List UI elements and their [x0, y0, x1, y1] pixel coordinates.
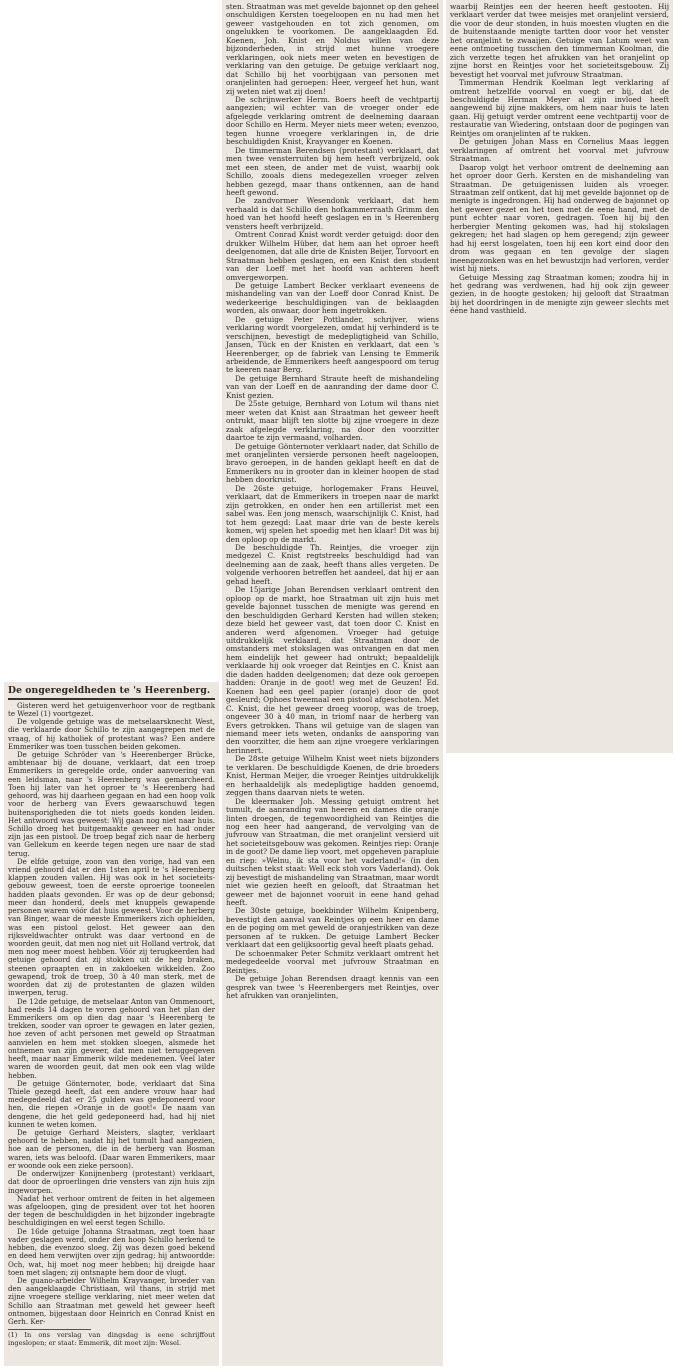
- paragraph: Daarop volgt het verhoor omtrent de deelneming aan het oproer door Gerh. Kersten en de mishandeling van Straatman. De getuigenissen luiden als vroeger. Straatman zelf ontkent, dat hij met gevelde bajonnet op de menigte is ingedrongen. Hij had onderweg de bajonnet op het geweer gezet en het toen met de eene hand, met de punt echter naar voren, gedragen. Toen hij bij den herbergier Menting gekomen was, had hij stokslagen gekregen; het had slagen op hem geregend; zijn geweer had hij eerst losgelaten, toen hij een kort eind door den drom was gegaan en ten gevolge der slagen ineengezonken was en het bewustzijn had verloren, verder wist hij niets.: [450, 162, 669, 274]
- paragraph: De 26ste getuige, horlogemaker Frans Heuvel, verklaart, dat de Emmerikers in troepen naar de markt zijn getrokken, en onder hen een artillerist met een sabel was. Een jong mensch, waarschijnlijk C. Knist, had tot hem gezegd: Laat maar drie van de beste kerels komen, wij spelen het spoedig met hen klaar! Dit was bij den oploop op de markt.: [226, 483, 439, 544]
- paragraph: sten. Straatman was met gevelde bajonnet op den geheel onschuldigen Kersten toegeloopen en nu had men het geweer vastgehouden en tot zich genomen, om ongelukken te voorkomen. De aangeklaagden Ed. Koenen, Joh. Knist en Noldus willen van deze bijzonderheden, in strijd met hunne vroegere verklaringen, ook niets meer weten en bevestigen de verklaring van den getuige. De getuige verklaart nog, dat Schillo bij het voorbijgaan van personen met oranjelinten had geroepen: Heer, vergeef het hun, want zij weten niet wat zij doen!: [226, 2, 439, 96]
- paragraph: De getuige Gönternoter, bode, verklaart dat Sina Thiele gezegd heeft, dat een andere vrouw haar had medegedeeld dat er 25 gulden was gedeponeerd voor hen, die riepen »Oranje in de goot!« De naam van dengene, die het geld gedeponeerd had, had hij niet kunnen te weten komen.: [8, 1078, 215, 1129]
- paragraph: De 30ste getuige, boekbinder Wilhelm Knipenberg, bevestigt den aanval van Reintjes op een heer en dame en de poging om met geweld de oranjestrikken van deze personen af te rukken. De getuige Lambert Becker verklaart dat een gelijksoortig geval heeft plaats gehad.: [226, 906, 439, 950]
- paragraph: De 16de getuige Johanna Straatman, zegt toen haar vader geslagen werd, onder den hoop Schillo herkend te hebben, die evenzoo sloeg. Zij was dezen goed bekend en deed hem verwijten over zijn gedrag; hij antwoordde: Och, wat, hij moet nog meer hebben; hij dreigde haar toen met slagen; zij ontsnapte hem door de vlugt.: [8, 1226, 215, 1277]
- paragraph: De getuige Gönternoter verklaart nader, dat Schillo de met oranjelinten versierde personen heeft nageloopen, bravo geroepen, in de handen geklapt heeft en dat de Emmerikers nu in grooter dan in kleiner hoopen de stad hebben doorkruist.: [226, 441, 439, 485]
- paragraph: De beschuldigde Th. Reintjes, die vroeger zijn medgezel C. Knist regtstreeks beschuldigd had van deelneming aan de zaak, heeft thans alles vergeten. De volgende verhooren betreffen het aandeel, dat hij er aan gehad heeft.: [226, 543, 439, 586]
- paragraph: Gisteren werd het getuigenverhoor voor de regtbank te Wezel (1) voortgezet.: [8, 700, 215, 718]
- paragraph: De 15jarige Johan Berendsen verklaart omtrent den oploop op de markt, hoe Straatman uit zijn huis met gevelde bajonnet tusschen de menigte was gerend en den beschuldigden Gerhard Kersten had willen steken; deze bield het geweer vast, dat toen door C. Knist en anderen werd afgenomen. Vroeger had getuige uitdrukkelijk verklaard, dat Straatman door de omstanders met stokslagen was ontvangen en dat men hem eindelijk het geweer had ontrukt; bepaaldelijk verklaarde hij ook vroeger dat Reintjes en C. Knist aan die daden hadden deelgenomen; dat deze ook geroepen hadden: Oranje in de goot! weg met de Geuzen! Ed. Koenen had een geel papier (oranje) door de goot gesleurd; Ophoes tweemaal een pistool afgeschoten. Met C. Knist, die het geweer droeg voorop, was de troep, ongeveer 30 à 40 man, in triomf naar de herberg van Evers getrokken. Thans wil getuige van de slagen van niemand meer iets weten, ondanks de aansporing van den voorzitter, die hem aan zijne vroegere verklaringen herinnert.: [226, 585, 439, 755]
- paragraph: Getuige Messing zag Straatman komen; zoodra hij in het gedrang was verdwenen, had hij ook zijn geweer gezien, in de hoogte gestoken; hij gelooft dat Straatman bij het doordringen in de menigte zijn geweer slechts met ééne hand vasthield.: [450, 272, 669, 316]
- paragraph: De getuige Johan Berendsen draagt kennis van een gesprek van twee 's Heerenbergers met Reintjes, over het afrukken van oranjelinten,: [226, 974, 439, 1001]
- paragraph: Timmerman Hendrik Koelman legt verklaring af omtrent hetzelfde voorval en voegt er bij, dat de beschuldigde Herman Meyer al zijn invloed heeft aangewend bij zijne makkers, om hem naar huis te laten gaan. Hij getuigt verder omtrent eene vechtpartij voor de restauratie van Wiedering, ontstaan door de pogingen van Reintjes om oranjelinten af te rukken.: [450, 78, 669, 138]
- paragraph: De getuige Peter Pottlander, schrijver, wiens verklaring wordt voorgelezen, omdat hij verhinderd is te verschijnen, bevestigt de medepligtigheid van Schillo, Jansen, Tück en der Knisten en verklaart, dat een 's Heerenberger, op de fabriek van Lensing te Emmerik arbeidende, de Emmerikers heeft aangespoord om terug te keeren naar Berg.: [226, 314, 439, 375]
- article-column-middle: [222, 0, 443, 1366]
- paragraph: Nadat het verhoor omtrent de feiten in het algemeen was afgeloopen, ging de president over tot het hooren der tegen de beschuldigden in het bijzonder ingebragte beschuldigingen en wel eerst tegen Schillo.: [8, 1193, 215, 1228]
- paragraph: De timmerman Berendsen (protestant) verklaart, dat men twee vensterruiten bij hem heeft verbrijzeld, ook met een steen, de ander met de vuist, waarbij ook Schillo, zooals diens medegezellen vroeger zelven hebben gezegd, maar thans ontkennen, aan de hand heeft gewond.: [226, 145, 439, 197]
- article-heading: De ongeregeldheden te 's Heerenberg.: [8, 685, 211, 696]
- paragraph: waarbij Reintjes een der heeren heeft gestooten. Hij verklaart verder dat twee meisjes met oranjelint versierd, die voor de deur stonden, in huis moesten vlugten en die de buitenstaande menigte tartten door voor het venster het oranjelint te zwaaijen. Getuige van Latum weet van eene ontmoeting tusschen den timmerman Koolman, die zich verzette tegen het afrukken van het oranjelint op zijne borst en Reintjes voor het societeitsgebouw. Zij bevestigt het voorval met jufvrouw Straatman.: [450, 2, 669, 79]
- paragraph: De schrijnwerker Herm. Boers heeft de vechtpartij aangezien; wil echter van de vroeger onder ede afgelegde verklaring omtrent de deelneming daaraan door Schillo en Herm. Meyer niets meer weten; evenzoo, tegen hunne vroegere verklaringen in, de drie beschuldigden Knist, Krayvanger en Koenen.: [226, 94, 439, 147]
- footnote: (1) In ons verslag van dingsdag is eene schrijffout ingeslopen; er staat: Emmerik, dit moet zijn: Wesel.: [8, 1331, 215, 1347]
- paragraph: De getuige Schröder van 's Heerenberger Brücke, ambtenaar bij de douane, verklaart, dat een troep Emmerikers in geregelde orde, onder aanvoering van een leidsman, naar 's Heerenberg was gemarcheerd. Toen hij later van het oproer te 's Heerenberg had gehoord, was hij daarheen gegaan en had een hoop volk voor de herberg van Evers gewaarschuwd tegen buitensporigheden die tot niets goeds konden leiden. Het antwoord was geweest: Wij gaan nog niet naar huis. Schillo droeg het buitgemaakte geweer en had onder zijn jas een pistool. De troep begaf zich naar de herberg van Gellekum en keerde tegen negen ure naar de stad terug.: [8, 749, 215, 858]
- paragraph: De zandvormer Wesendonk verklaart, dat hem verhaald is dat Schillo den hofkammerraath Grimm den hoed van het hoofd heeft geslagen en in 's Heerenberg vensters heeft verbrijzeld.: [226, 196, 439, 231]
- paragraph: De 25ste getuige, Bernhard von Lotum wil thans niet meer weten dat Knist aan Straatman het geweer heeft ontrukt, maar blijft ten slotte bij zijne vroegere in deze zaak afgelegde verklaring, na door den voorzitter daartoe te zijn vermaand, volharden.: [226, 399, 439, 443]
- paragraph: De onderwijzer Konijnenberg (protestant) verklaart, dat door de oproerlingen drie vensters van zijn huis zijn ingeworpen.: [8, 1169, 215, 1195]
- footnote-rule: [8, 1329, 91, 1330]
- heading-rule: [8, 698, 215, 700]
- paragraph: De kleermaker Joh. Messing getuigt omtrent het tumult, de aanranding van heeren en dames die oranje linten droegen, de tegenwoordigheid van Reintjes die nog een heer had aangerand, de vervolging van de jufvrouw van Straatman, die met oranjelint versierd uit het societeitsgebouw was gekomen. Reintjes riep: Oranje in de goot? De dame liep voort, met opgeheven parapluie en riep: »Welnu, ik sta voor het vaderland!« (in den duitschen tekst staat: Well eck stoh vors Vaderland). Ook zij bevestigt de mishandeling van Straatman, maar wordt niet wie gezien heeft en gelooft, dat Straatman het geweer met de bajonnet vooruit in eene hand gehad heeft.: [226, 796, 439, 908]
- paragraph: De guano-arbeider Wilhelm Krayvanger, broeder van den aangeklaagde Christiaan, wil thans, in strijd met zijne vroegere stellige verklaring, niet meer weten dat Schillo aan Straatman met geweld het geweer heeft ontnomen, bijgestaan door Heinrich en Conrad Knist en Gerh. Ker-: [8, 1275, 215, 1327]
- paragraph: Omtrent Conrad Knist wordt verder getuigd: door den drukker Wilhelm Hüber, dat hem aan het oproer heeft deelgenomen, dat alle drie de Knisten Beijer, Torvoort en Straatman hebben geslagen, en een Knist den student van der Loeff met het hoofd van achteren heeft omvergeworpen.: [226, 230, 439, 282]
- article-column-right: [446, 0, 673, 753]
- paragraph: De volgende getuige was de metselaarsknecht West, die verklaarde door Schillo te zijn aangegrepen met de vraag, of hij katholiek of protestant was? Een andere Emmeriker was toen tusschen beiden gekomen.: [8, 717, 215, 751]
- paragraph: De 12de getuige, de metselaar Anton van Ommenoort, had reeds 14 dagen te voren gehoord van het plan der Emmerikers om op dien dag naar 's Heerenberg te trekken, sooder van oproer te gewagen en later gezien, hoe zeven of acht personen met geweld op Straatman aanvielen en hem met stokken sloegen, alsmede het ontnemen van zijn geweer, dat men niet teruggegeven heeft, maar naar Emmerik wilde medenemen. Veel later waren de woorden geuit, dat men ook een vlag wilde hebben.: [8, 996, 215, 1080]
- article-column-left: [4, 682, 219, 1366]
- paragraph: De getuige Lambert Becker verklaart eveneens de mishandeling van van der Loeff door Conrad Knist. De wederkeerige beschuldigingen van de beklaagden worden, als onwaar, door hem ingetrokken.: [226, 280, 439, 316]
- paragraph: De elfde getuige, zoon van den vorige, had van een vriend gehoord dat er den 1sten april te 's Heerenberg klappen zouden vallen. Hij was ook in het societeits-gebouw geweest, toen de eerste oproerige tooneelen hadden plaats gevonden. Er was op de deur gebonsd; meer dan honderd, deels met knuppels gewapende personen warem vóór dat huis geweest. Voor de herberg van Binger, waar de meeste Emmerikers zich ophielden, was een pistool gelost. Het geweer aan den rijksveldwachter ontrukt was daar vertoond en de woorden geuit, dat men nog niet uit Holland vertrok, dat men nog meer moest hebben. Vóór zij terugkeerden had getuige gehoord dat zij stokken uit de heg braken, steenen opraapten en in zakdoeken wikkelden. Zoo gewapend, trok de troep, 30 à 40 man sterk, met de woorden dat zij de protestanten de glazen wilden inwerpen, terug.: [8, 856, 215, 998]
- paragraph: De getuigen Johan Mass en Cornelius Maas leggen verklaringen af omtrent het voorval met jufvrouw Straatman.: [450, 137, 669, 164]
- paragraph: De 28ste getuige Wilhelm Knist weet niets bijzonders te verklaren. De beschuldigde Koenen, de drie broeders Knist, Herman Meijer, die vroeger Reintjes uitdrukkelijk en herhaaldelijk als medepligtige hadden genoemd, zeggen thans daarvan niets te weten.: [226, 754, 439, 798]
- paragraph: De getuige Bernhard Straute heeft de mishandeling van van der Loeff en de aanranding der dame door C. Knist gezien.: [226, 373, 439, 400]
- paragraph: De schoenmaker Peter Schmitz verklaart omtrent het medegedeelde voorval met jufvrouw Straatman en Reintjes.: [226, 948, 439, 975]
- paragraph: De getuige Gerhard Meisters, slagter, verklaart gehoord te hebben, nadat hij het tumult had aangezien, hoe aan de personen, die in de herberg van Bosman waren, iets was beloofd. (Daar waren Emmerikers, maar er woonde ook een zieke persoon).: [8, 1128, 215, 1170]
